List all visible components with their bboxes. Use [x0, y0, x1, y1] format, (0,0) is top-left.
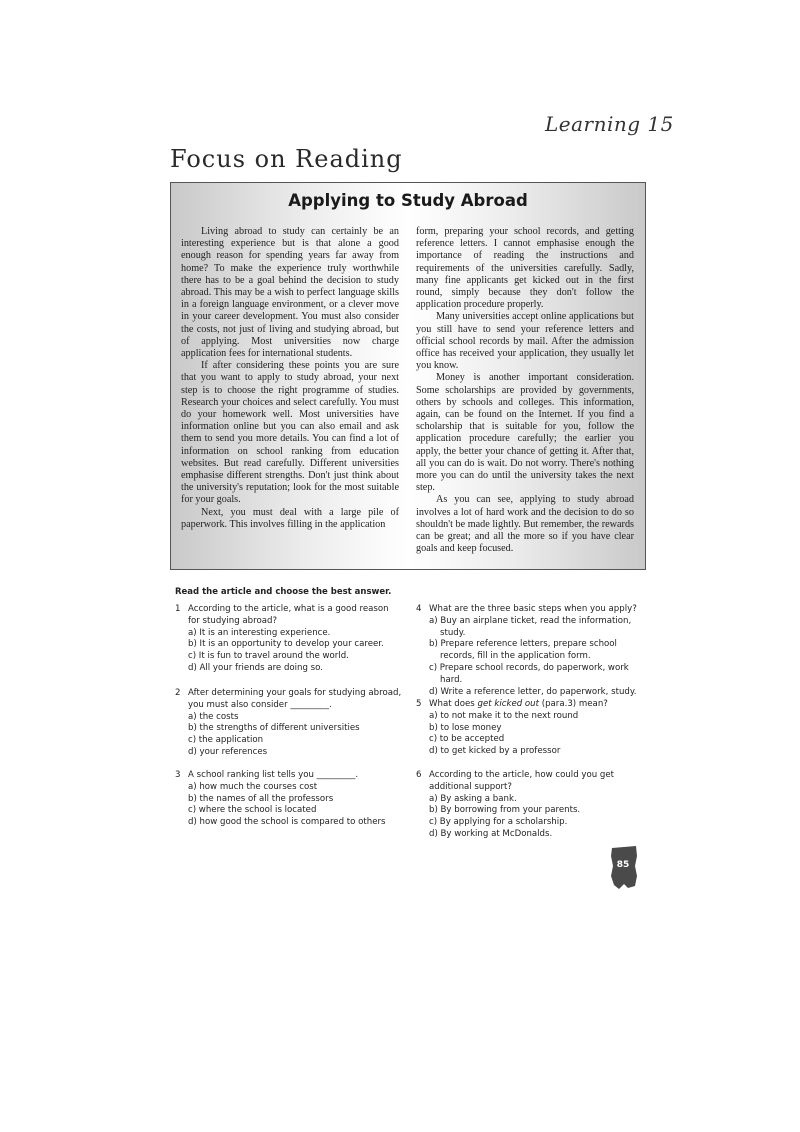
answer-option[interactable]: a) to not make it to the next round [429, 710, 579, 721]
question-number: 4 [416, 604, 422, 614]
question-stem-phrase: get kicked out [477, 699, 539, 709]
answer-option[interactable]: a) It is an interesting experience. [188, 627, 331, 638]
answer-option[interactable]: b) It is an opportunity to develop your career. [188, 639, 384, 650]
answer-option[interactable]: b) By borrowing from your parents. [429, 805, 581, 816]
section-title: Focus on Reading [170, 145, 403, 173]
question-4 [416, 604, 644, 698]
question-stem-text: What does [429, 699, 478, 709]
question-5 [416, 699, 644, 758]
question-number: 1 [175, 604, 181, 614]
article-paragraph: If after considering these points you are sure that you want to apply to study abroad, your next step is to choose the right programme of studies. Research your choices and select carefully. You must do your homework well. Most universities have information online but you can also email and ask them to send you more details. You can find a lot of information on school ranking from education websites. But read carefully. Different universities emphasise different strengths. Don't just think about the university's reputation; look for the most suitable for your goals. [181, 360, 399, 506]
question-number: 3 [175, 770, 181, 780]
unit-label: Learning 15 [545, 112, 674, 136]
article-paragraph: Next, you must deal with a large pile of paperwork. This involves filling in the application [181, 506, 399, 530]
answer-option[interactable]: a) Buy an airplane ticket, read the information, study. [429, 615, 632, 638]
answer-option[interactable]: c) Prepare school records, do paperwork, work hard. [429, 662, 629, 685]
article-paragraph: form, preparing your school records, and getting reference letters. I cannot emphasise enough the importance of reading the instructions and requirements of the universities carefully. Sadly, many fine applicants get kicked out in the first round, simply because they don't follow the application procedure properly. [416, 226, 634, 311]
question-number: 5 [416, 699, 422, 709]
answer-option[interactable]: b) Prepare reference letters, prepare school records, fill in the application form. [429, 639, 617, 662]
question-stem: A school ranking list tells you _________. [188, 770, 359, 780]
article-left-column [181, 226, 399, 531]
answer-option[interactable]: c) By applying for a scholarship. [429, 817, 568, 828]
answer-option[interactable]: b) the strengths of different universities [188, 723, 360, 734]
question-stem [429, 699, 644, 711]
question-1 [175, 604, 403, 675]
question-stem: What are the three basic steps when you apply? [429, 604, 637, 614]
answer-option[interactable]: a) how much the courses cost [188, 781, 318, 792]
answer-option[interactable]: a) the costs [188, 711, 239, 722]
answer-option[interactable]: d) By working at McDonalds. [429, 828, 553, 839]
question-stem: After determining your goals for studying abroad, you must also consider _________. [188, 688, 402, 710]
article-title: Applying to Study Abroad [288, 191, 528, 210]
article-paragraph: Many universities accept online applications but you still have to send your reference letters and official school records by mail. After the admission office has received your application, they usually let you know. [416, 311, 634, 372]
page-number: 85 [616, 860, 630, 870]
answer-option[interactable]: c) where the school is located [188, 805, 317, 816]
question-2 [175, 688, 403, 759]
article-paragraph: As you can see, applying to study abroad involves a lot of hard work and the decision to do so shouldn't be made lightly. But remember, the rewards can be great; and all the more so if you have clear goals and keep focused. [416, 494, 634, 555]
answer-option[interactable]: c) It is fun to travel around the world. [188, 651, 349, 662]
answer-option[interactable]: d) All your friends are doing so. [188, 662, 324, 673]
question-6 [416, 770, 644, 841]
answer-option[interactable]: d) Write a reference letter, do paperwork, study. [429, 686, 637, 697]
answer-option[interactable]: c) the application [188, 735, 264, 746]
answer-option[interactable]: d) your references [188, 746, 268, 757]
article-paragraph: Living abroad to study can certainly be an interesting experience but is that alone a good enough reason for spending years far away from home? To make the experience truly worthwhile there has to be a goal behind the decision to study abroad. This may be a wish to perfect language skills in a foreign language environment, or a clever move in your career development. You must also consider the costs, not just of living and studying abroad, but of applying. Most universities now charge application fees for international students. [181, 226, 399, 360]
article-box [170, 182, 646, 570]
article-paragraph: Money is another important consideration. Some scholarships are provided by governments, others by schools and colleges. This information, again, can be found on the Internet. If you find a scholarship that is suitable for you, follow the application procedure carefully; the earlier you apply, the better your chance of getting it. After that, all you can do is wait. Do not worry. There's nothing more you can do until the university takes the next step. [416, 372, 634, 494]
question-3 [175, 770, 403, 829]
question-number: 6 [416, 770, 422, 780]
article-right-column [416, 226, 634, 555]
question-stem-text: (para.3) mean? [539, 699, 608, 709]
question-stem: According to the article, how could you get additional support? [429, 770, 615, 792]
answer-option[interactable]: b) to lose money [429, 722, 502, 733]
answer-option[interactable]: c) to be accepted [429, 734, 505, 745]
answer-option[interactable]: d) how good the school is compared to others [188, 817, 386, 828]
answer-option[interactable]: a) By asking a bank. [429, 793, 517, 804]
answer-option[interactable]: d) to get kicked by a professor [429, 746, 561, 757]
exercise-instructions: Read the article and choose the best answer. [175, 587, 392, 597]
question-number: 2 [175, 688, 181, 698]
answer-option[interactable]: b) the names of all the professors [188, 793, 334, 804]
question-stem: According to the article, what is a good reason for studying abroad? [188, 604, 389, 626]
